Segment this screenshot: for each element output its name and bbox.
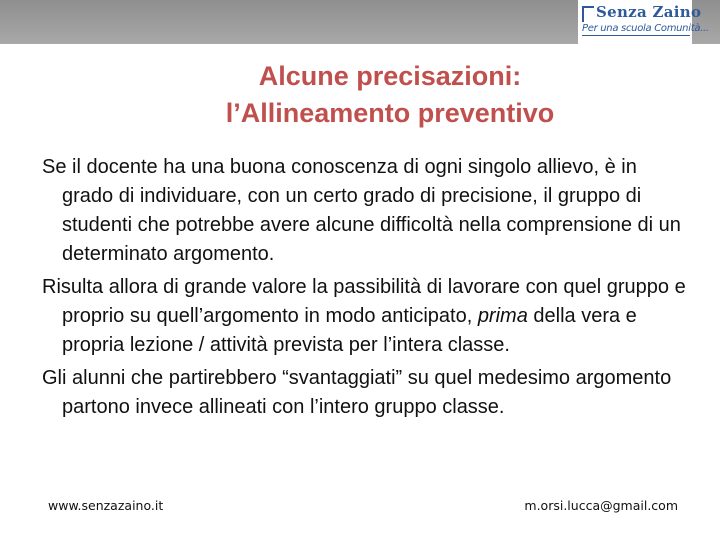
senza-zaino-logo <box>578 0 709 44</box>
footer-website: www.senzazaino.it <box>48 498 164 513</box>
paragraph-1: Se il docente ha una buona conoscenza di ogni singolo allievo, è in grado di individuare, con un certo grado di precisione, il gruppo di studenti che potrebbe avere alcune difficoltà nella comprensione di un determinato argomento. <box>42 156 681 265</box>
slide-body <box>42 153 692 426</box>
footer-email: m.orsi.lucca@gmail.com <box>524 498 678 513</box>
paragraph-3: Gli alunni che partirebbero “svantaggiati” su quel medesimo argomento partono invece allineati con l’intero gruppo classe. <box>42 367 672 418</box>
logo-mark-icon <box>582 6 594 22</box>
slide-title-line-1: Alcune precisazioni: <box>258 61 522 91</box>
paragraph-2-text-start: Risulta allora di grande valore la passibilità di lavorare con quel gruppo e proprio su quell’argomento in modo anticipato, <box>42 276 686 327</box>
logo-tagline: Per una scuola Comunità... <box>582 23 709 34</box>
slide-title-line-2: l’Allineamento preventivo <box>225 98 555 128</box>
paragraph-2-emphasis: prima <box>477 305 528 327</box>
paragraph-2 <box>42 273 692 360</box>
paragraph-2-text-end: della vera e propria lezione / attività prevista per l’intera classe. <box>62 305 637 356</box>
logo-title: Senza Zaino <box>596 3 702 21</box>
slide-title <box>100 58 680 132</box>
